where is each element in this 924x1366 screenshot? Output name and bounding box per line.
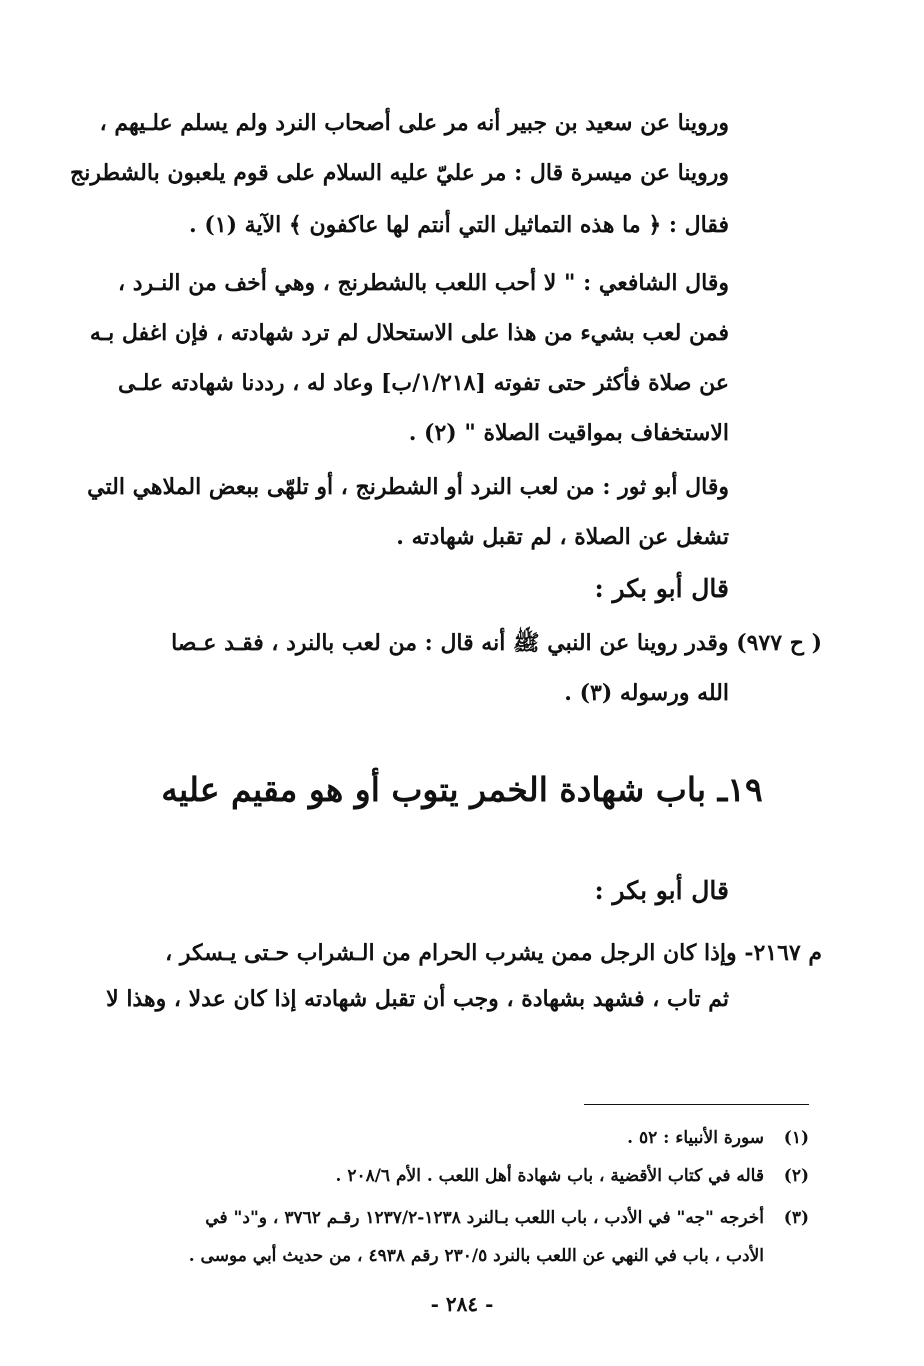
hadith-line: الله ورسوله (٣) . (564, 680, 729, 706)
footnote-text-continued: الأدب ، باب في النهي عن اللعب بالنرد ٢٣٠/٥ رقم ٤٩٣٨ ، من حديث أبي موسى . (188, 1246, 764, 1266)
text-line: وروينا عن سعيد بن جبير أنه مر على أصحاب النرد ولم يسلم علـيهم ، (99, 110, 729, 136)
footnote-number: (١) (783, 1128, 809, 1148)
footnote-text: سورة الأنبياء : ٥٢ . (627, 1128, 764, 1148)
text-line: وقال أبو ثور : من لعب النرد أو الشطرنج ، أو تلهّى ببعض الملاهي التي (87, 474, 729, 500)
footnote-text: قاله في كتاب الأقضية ، باب شهادة أهل اللعب . الأم ٢٠٨/٦ . (335, 1166, 764, 1186)
section-heading: قال أبو بكر : (594, 876, 729, 905)
text-line: الاستخفاف بمواقيت الصلاة " (٢) . (408, 420, 729, 446)
page-number: - ٢٨٤ - (430, 1292, 494, 1316)
text-line: وروينا عن ميسرة قال : مر عليّ عليه السلام على قوم يلعبون بالشطرنج (70, 160, 729, 186)
text-line: وقال الشافعي : " لا أحب اللعب بالشطرنج ، وهي أخف من النـرد ، (117, 270, 729, 296)
text-line-quran-verse: فقال : ﴿ ما هذه التماثيل التي أنتم لها عاكفون ﴾ الآية (١) . (189, 212, 729, 238)
masala-line: ثم تاب ، فشهد بشهادة ، وجب أن تقبل شهادته إذا كان عدلا ، وهذا لا (106, 986, 729, 1012)
footnote-separator (584, 1104, 809, 1105)
text-line: فمن لعب بشيء من هذا على الاستحلال لم ترد شهادته ، فإن اغفل بـه (89, 320, 729, 346)
footnote-text: أخرجه "جه" في الأدب ، باب اللعب بـالنرد ١٢٣٨-١٢٣٧/٢ رقـم ٣٧٦٢ ، و"د" في (205, 1208, 764, 1228)
masala-line: م ٢١٦٧- وإذا كان الرجل ممن يشرب الحرام من الـشراب حـتى يـسكر ، (165, 940, 822, 966)
footnote-number: (٢) (783, 1166, 809, 1186)
text-line: تشغل عن الصلاة ، لم تقبل شهادته . (396, 524, 729, 550)
section-heading: قال أبو بكر : (594, 574, 729, 603)
footnote-number: (٣) (783, 1208, 809, 1228)
text-line: عن صلاة فأكثر حتى تفوته [١/٢١٨/ب] وعاد له ، رددنا شهادته علـى (117, 370, 729, 396)
hadith-line: ( ح ٩٧٧) وقدر روينا عن النبي ﷺ أنه قال : من لعب بالنرد ، فقـد عـصا (171, 630, 822, 656)
chapter-title: ١٩ـ باب شهادة الخمر يتوب أو هو مقيم عليه (161, 770, 763, 809)
